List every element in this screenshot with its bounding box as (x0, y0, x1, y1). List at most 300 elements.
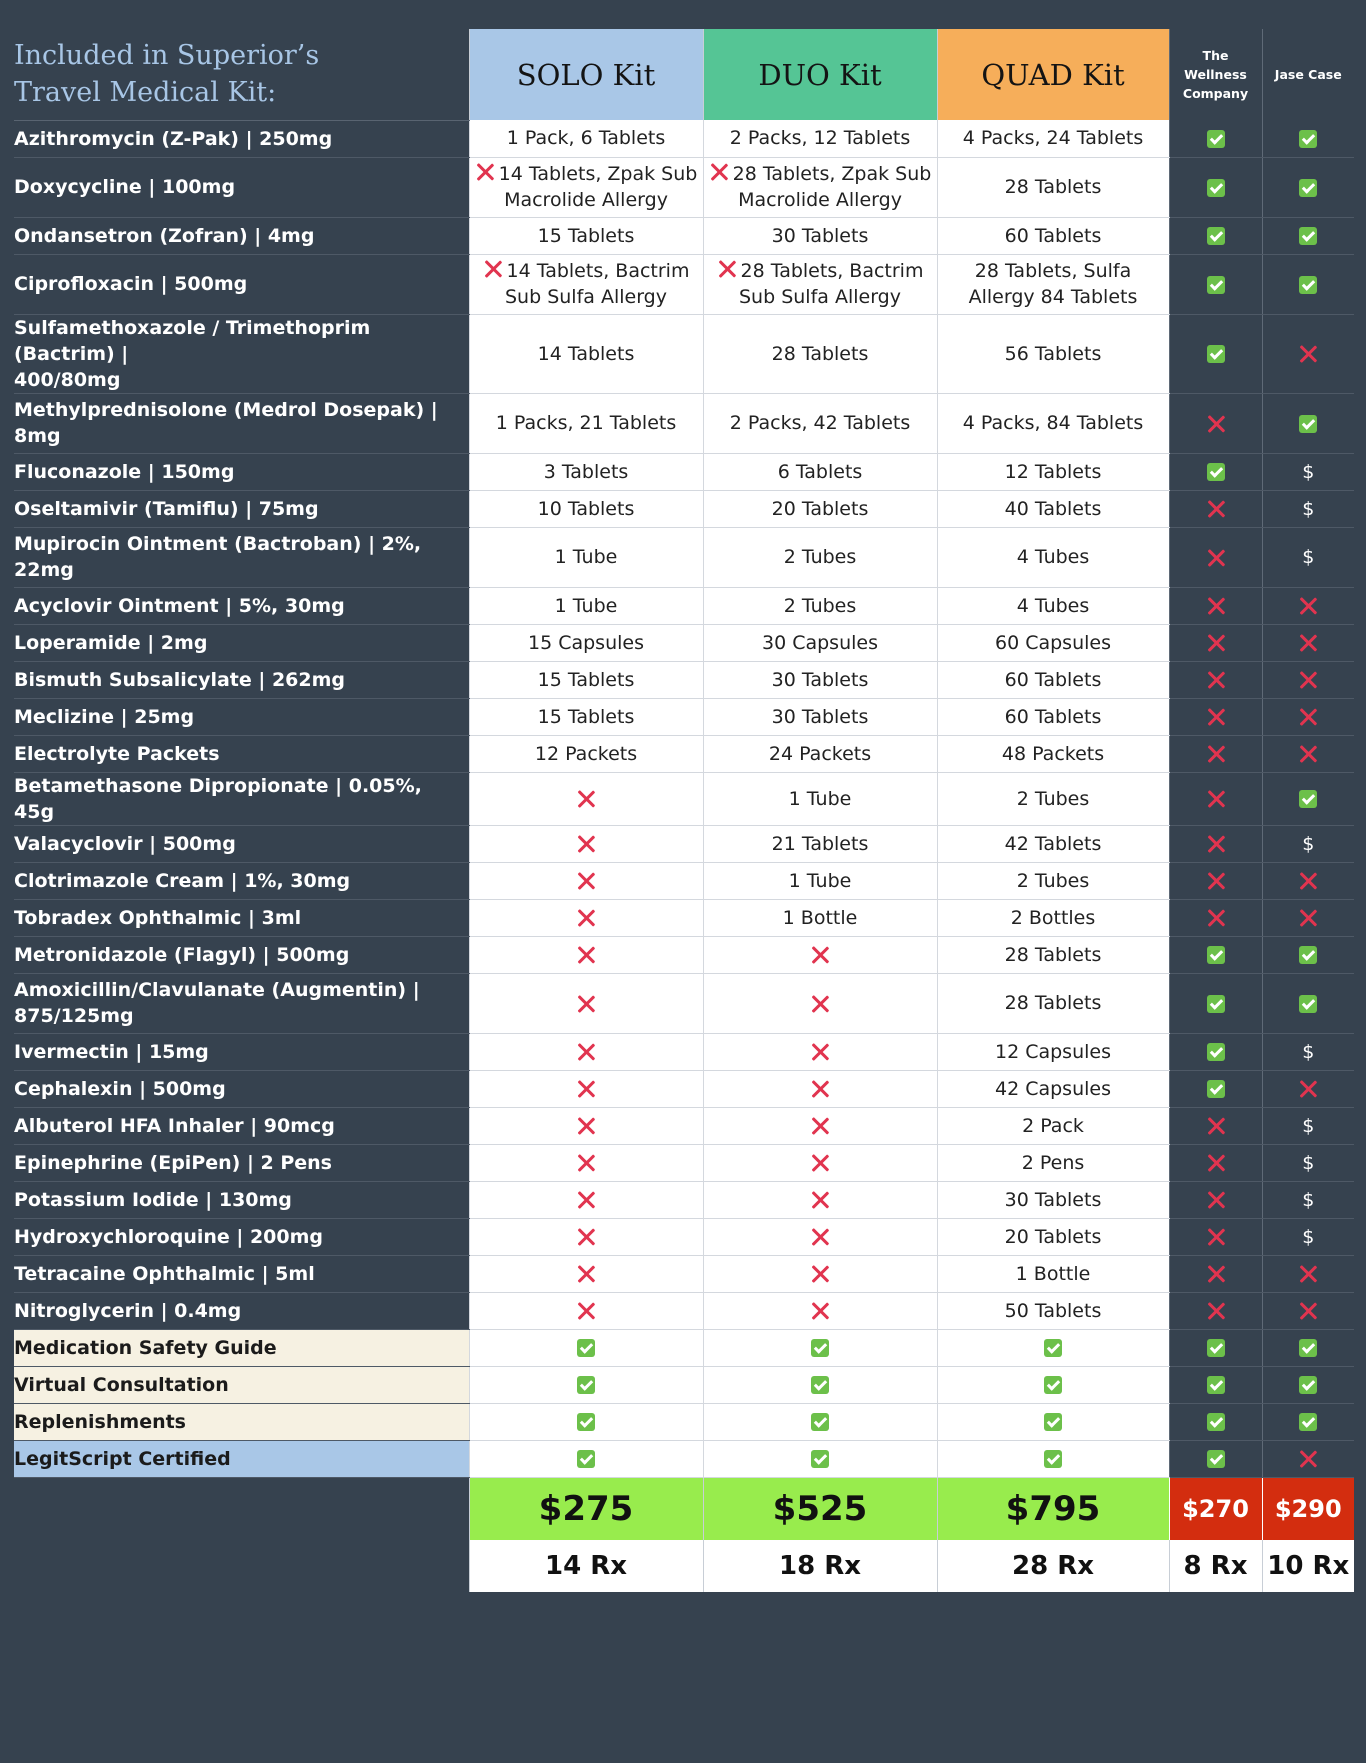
cell-text-line (470, 258, 703, 284)
rx-count-row (14, 1540, 1354, 1592)
medication-row (14, 1181, 1354, 1218)
wellness-cell (1169, 453, 1262, 490)
wellness-cell (1169, 120, 1262, 157)
cell-text-line (470, 741, 703, 767)
solo-feature-cell (469, 1440, 703, 1477)
medication-row (14, 1107, 1354, 1144)
price-extra-icon: $ (1302, 1151, 1315, 1174)
wellness-cell (1169, 936, 1262, 973)
cell-text: 50 Tablets (1004, 1299, 1102, 1322)
cross-icon (576, 1153, 596, 1173)
cross-icon (810, 945, 830, 965)
cell-text: 28 Tablets, Zpak Sub (732, 163, 932, 185)
jase-case-cell (1262, 624, 1354, 661)
cell-text-line (704, 741, 937, 767)
cell-text-line (470, 341, 703, 367)
duo-kit-cell (703, 527, 937, 587)
solo-kit-cell (469, 1033, 703, 1070)
medication-row (14, 624, 1354, 661)
cell-text-line (938, 741, 1169, 767)
quad-kit-cell (937, 1144, 1169, 1181)
duo-kit-cell (703, 1107, 937, 1144)
cell-text: 2 Tubes (783, 594, 857, 617)
quad-kit-cell (937, 661, 1169, 698)
quad-kit-header: QUAD Kit (937, 29, 1169, 120)
cross-icon (1206, 670, 1226, 690)
cell-text-line (938, 258, 1169, 284)
wellness-cell (1169, 217, 1262, 254)
quad-kit-cell (937, 772, 1169, 825)
medication-row (14, 490, 1354, 527)
cell-text: 2 Pack (1022, 1114, 1084, 1137)
cross-icon (576, 834, 596, 854)
duo-kit-header: DUO Kit (703, 29, 937, 120)
check-icon (577, 1376, 595, 1394)
cross-icon (576, 1042, 596, 1062)
medication-name: Tetracaine Ophthalmic | 5ml (14, 1255, 469, 1292)
feature-name: Replenishments (14, 1403, 469, 1440)
medication-row (14, 217, 1354, 254)
duo-feature-cell (703, 1440, 937, 1477)
cell-text: 12 Packets (534, 742, 638, 765)
quad-kit-cell (937, 1292, 1169, 1329)
medication-name: Epinephrine (EpiPen) | 2 Pens (14, 1144, 469, 1181)
check-icon (1299, 415, 1317, 433)
medication-name: Sulfamethoxazole / Trimethoprim (Bactrim) | 400/80mg (14, 314, 469, 393)
medication-name: Ondansetron (Zofran) | 4mg (14, 217, 469, 254)
cross-icon (1298, 670, 1318, 690)
wellness-cell (1169, 314, 1262, 393)
wellness-feature-cell (1169, 1366, 1262, 1403)
cross-icon (1206, 908, 1226, 928)
cell-text: 15 Tablets (537, 705, 635, 728)
medication-name: Betamethasone Dipropionate | 0.05%, 45g (14, 772, 469, 825)
cell-text-line (938, 496, 1169, 522)
cell-text: 2 Tubes (783, 546, 857, 568)
duo-feature-cell (703, 1403, 937, 1440)
quad-kit-cell (937, 936, 1169, 973)
medication-row (14, 1292, 1354, 1329)
check-icon (1044, 1450, 1062, 1468)
check-icon (1299, 790, 1317, 808)
wellness-cell (1169, 587, 1262, 624)
cross-icon (576, 908, 596, 928)
solo-kit-cell (469, 453, 703, 490)
cell-text-line (938, 341, 1169, 367)
medication-row (14, 1033, 1354, 1070)
solo-kit-header: SOLO Kit (469, 29, 703, 120)
duo-kit-cell (703, 825, 937, 862)
cell-text: 60 Tablets (1004, 668, 1102, 691)
cross-icon (1206, 633, 1226, 653)
jase-case-cell (1262, 936, 1354, 973)
price-extra-icon: $ (1302, 1225, 1315, 1248)
wellness-cell (1169, 825, 1262, 862)
medication-name: Valacyclovir | 500mg (14, 825, 469, 862)
cell-text: 28 Tablets (1004, 176, 1102, 198)
solo-price: $275 (469, 1477, 703, 1540)
solo-kit-cell (469, 217, 703, 254)
cell-text: 1 Tube (788, 869, 852, 892)
check-icon (811, 1450, 829, 1468)
check-icon (1299, 946, 1317, 964)
wellness-cell (1169, 1144, 1262, 1181)
wellness-cell (1169, 254, 1262, 314)
feature-row (14, 1366, 1354, 1403)
cross-icon (1206, 834, 1226, 854)
cell-text: 42 Capsules (995, 1077, 1111, 1100)
jase-case-header: Jase Case (1262, 29, 1354, 120)
cell-text-line (704, 459, 937, 485)
cell-text: 4 Tubes (1016, 594, 1090, 617)
solo-kit-cell (469, 698, 703, 735)
cross-icon (483, 259, 503, 279)
medication-name: Metronidazole (Flagyl) | 500mg (14, 936, 469, 973)
cell-text-line (938, 831, 1169, 857)
cross-icon (1298, 1079, 1318, 1099)
cross-icon (1206, 707, 1226, 727)
cross-icon (709, 162, 729, 182)
medication-name: Methylprednisolone (Medrol Dosepak) | 8mg (14, 393, 469, 453)
cell-text: Allergy 84 Tablets (968, 286, 1138, 308)
cell-text-line (470, 161, 703, 187)
cell-text-line (704, 630, 937, 656)
jase-case-price: $290 (1262, 1477, 1354, 1540)
solo-kit-cell (469, 1181, 703, 1218)
check-icon (1207, 995, 1225, 1013)
solo-kit-cell (469, 1070, 703, 1107)
cross-icon (1206, 1227, 1226, 1247)
jase-case-cell (1262, 1070, 1354, 1107)
cross-icon (1298, 744, 1318, 764)
cell-text: 2 Packs, 42 Tablets (729, 412, 911, 434)
quad-feature-cell (937, 1366, 1169, 1403)
solo-kit-cell (469, 661, 703, 698)
cell-text-line (938, 544, 1169, 570)
solo-kit-cell (469, 1255, 703, 1292)
title-line-1: Included in Superior’s (14, 40, 320, 72)
medication-row (14, 314, 1354, 393)
cell-text: 60 Tablets (1004, 705, 1102, 728)
cross-icon (717, 259, 737, 279)
cell-text-line (470, 223, 703, 249)
cross-icon (1298, 633, 1318, 653)
cell-text-line (938, 905, 1169, 931)
wellness-cell (1169, 735, 1262, 772)
jase-case-cell (1262, 1033, 1354, 1070)
jase-case-cell (1262, 1181, 1354, 1218)
jase-case-cell (1262, 825, 1354, 862)
feature-row (14, 1440, 1354, 1477)
quad-kit-cell (937, 120, 1169, 157)
quad-feature-cell (937, 1403, 1169, 1440)
quad-kit-cell (937, 973, 1169, 1033)
medication-name: Fluconazole | 150mg (14, 453, 469, 490)
jase-case-cell (1262, 661, 1354, 698)
solo-kit-cell (469, 899, 703, 936)
cross-icon (810, 1116, 830, 1136)
cell-text: 42 Tablets (1004, 832, 1102, 855)
cell-text: 30 Tablets (1004, 1188, 1102, 1211)
cell-text-line (938, 459, 1169, 485)
quad-kit-cell (937, 735, 1169, 772)
solo-kit-cell (469, 120, 703, 157)
cell-text: 2 Pens (1021, 1151, 1085, 1174)
medication-row (14, 587, 1354, 624)
wellness-feature-cell (1169, 1329, 1262, 1366)
cell-text-line (938, 1298, 1169, 1324)
cell-text: Macrolide Allergy (504, 189, 668, 211)
check-icon (1207, 946, 1225, 964)
quad-kit-cell (937, 217, 1169, 254)
cross-icon (576, 1301, 596, 1321)
duo-kit-cell (703, 254, 937, 314)
cell-text-line (938, 704, 1169, 730)
medication-row (14, 254, 1354, 314)
solo-feature-cell (469, 1329, 703, 1366)
medication-row (14, 936, 1354, 973)
jase-case-cell (1262, 393, 1354, 453)
wellness-rx-count: 8 Rx (1169, 1540, 1262, 1592)
duo-kit-cell (703, 698, 937, 735)
price-extra-icon: $ (1302, 1114, 1315, 1137)
quad-kit-cell (937, 1070, 1169, 1107)
cell-text: 15 Tablets (537, 224, 635, 247)
kit-comparison-table (14, 29, 1354, 1592)
cross-icon (1206, 789, 1226, 809)
cell-text-line (704, 258, 937, 284)
cell-text: Sub Sulfa Allergy (505, 286, 667, 308)
wellness-cell (1169, 490, 1262, 527)
jase-case-feature-cell (1262, 1440, 1354, 1477)
wellness-cell (1169, 1070, 1262, 1107)
solo-kit-cell (469, 862, 703, 899)
duo-kit-cell (703, 217, 937, 254)
cell-text-line (938, 125, 1169, 151)
cell-text: 15 Capsules (528, 631, 644, 654)
solo-kit-cell (469, 314, 703, 393)
medication-name: Clotrimazole Cream | 1%, 30mg (14, 862, 469, 899)
cell-text-line (704, 161, 937, 187)
medication-row (14, 1070, 1354, 1107)
check-icon (1299, 995, 1317, 1013)
cross-icon (1298, 344, 1318, 364)
quad-kit-cell (937, 157, 1169, 217)
duo-kit-cell (703, 314, 937, 393)
cell-text-line (704, 187, 937, 213)
quad-kit-cell (937, 899, 1169, 936)
medication-row (14, 1255, 1354, 1292)
medication-row (14, 527, 1354, 587)
cell-text: 1 Tube (554, 594, 618, 617)
quad-kit-cell (937, 1181, 1169, 1218)
cell-text-line (470, 284, 703, 310)
medication-row (14, 1144, 1354, 1181)
duo-kit-cell (703, 393, 937, 453)
cross-icon (475, 162, 495, 182)
jase-case-cell (1262, 973, 1354, 1033)
cell-text-line (470, 630, 703, 656)
check-icon (577, 1339, 595, 1357)
medication-name: Amoxicillin/Clavulanate (Augmentin) | 875/125mg (14, 973, 469, 1033)
jase-case-cell (1262, 453, 1354, 490)
wellness-line-3: Company (1182, 86, 1249, 101)
wellness-line-2: Wellness (1184, 67, 1247, 82)
duo-kit-cell (703, 772, 937, 825)
duo-kit-cell (703, 1292, 937, 1329)
cell-text-line (704, 496, 937, 522)
cross-icon (1298, 707, 1318, 727)
check-icon (577, 1413, 595, 1431)
check-icon (1299, 1339, 1317, 1357)
cross-icon (1206, 596, 1226, 616)
jase-case-cell (1262, 490, 1354, 527)
check-icon (1044, 1339, 1062, 1357)
cross-icon (810, 1264, 830, 1284)
cell-text: 28 Tablets, Bactrim (740, 260, 924, 282)
medication-row (14, 120, 1354, 157)
medication-rows (14, 120, 1354, 1477)
duo-kit-cell (703, 1144, 937, 1181)
solo-feature-cell (469, 1403, 703, 1440)
medication-row (14, 1218, 1354, 1255)
check-icon (1207, 1080, 1225, 1098)
cell-text-line (704, 905, 937, 931)
solo-kit-cell (469, 1218, 703, 1255)
cell-text: 1 Bottle (1015, 1262, 1091, 1285)
duo-kit-cell (703, 1218, 937, 1255)
cell-text: 6 Tablets (777, 460, 863, 483)
cross-icon (576, 1116, 596, 1136)
cell-text: Macrolide Allergy (738, 189, 902, 211)
cross-icon (810, 1079, 830, 1099)
cell-text: 60 Tablets (1004, 224, 1102, 247)
cross-icon (1206, 414, 1226, 434)
medication-name: Albuterol HFA Inhaler | 90mcg (14, 1107, 469, 1144)
wellness-cell (1169, 1255, 1262, 1292)
cell-text: 12 Tablets (1004, 460, 1102, 483)
medication-name: Ivermectin | 15mg (14, 1033, 469, 1070)
price-extra-icon: $ (1302, 1040, 1315, 1063)
medication-row (14, 157, 1354, 217)
cell-text-line (704, 284, 937, 310)
cross-icon (576, 1079, 596, 1099)
wellness-cell (1169, 624, 1262, 661)
cell-text: 1 Tube (788, 787, 852, 810)
wellness-cell (1169, 157, 1262, 217)
solo-kit-cell (469, 624, 703, 661)
cross-icon (1206, 548, 1226, 568)
medication-row (14, 772, 1354, 825)
medication-name: Hydroxychloroquine | 200mg (14, 1218, 469, 1255)
cell-text: 21 Tablets (771, 832, 869, 855)
cell-text: 30 Capsules (762, 631, 878, 654)
check-icon (1299, 1413, 1317, 1431)
duo-kit-cell (703, 453, 937, 490)
solo-kit-cell (469, 254, 703, 314)
medication-row (14, 973, 1354, 1033)
quad-kit-cell (937, 587, 1169, 624)
cell-text: 4 Packs, 24 Tablets (962, 127, 1144, 150)
cross-icon (1206, 1301, 1226, 1321)
cell-text: 56 Tablets (1004, 342, 1102, 365)
duo-feature-cell (703, 1366, 937, 1403)
check-icon (1207, 1413, 1225, 1431)
cell-text: 4 Packs, 84 Tablets (962, 412, 1144, 434)
cross-icon (1298, 908, 1318, 928)
wellness-cell (1169, 661, 1262, 698)
wellness-cell (1169, 527, 1262, 587)
cell-text-line (938, 942, 1169, 968)
wellness-cell (1169, 1181, 1262, 1218)
duo-kit-cell (703, 1181, 937, 1218)
duo-kit-cell (703, 1255, 937, 1292)
jase-case-cell (1262, 1292, 1354, 1329)
cell-text: 40 Tablets (1004, 497, 1102, 520)
check-icon (1299, 1376, 1317, 1394)
wellness-cell (1169, 772, 1262, 825)
medication-name: Bismuth Subsalicylate | 262mg (14, 661, 469, 698)
cross-icon (810, 994, 830, 1014)
price-extra-icon: $ (1302, 460, 1315, 483)
cross-icon (576, 945, 596, 965)
duo-kit-cell (703, 490, 937, 527)
solo-kit-cell (469, 490, 703, 527)
jase-case-cell (1262, 314, 1354, 393)
price-row (14, 1477, 1354, 1540)
medication-row (14, 862, 1354, 899)
cell-text: 20 Tablets (1004, 1225, 1102, 1248)
duo-kit-cell (703, 936, 937, 973)
jase-case-cell (1262, 1218, 1354, 1255)
duo-kit-cell (703, 120, 937, 157)
jase-case-cell (1262, 527, 1354, 587)
cross-icon (576, 789, 596, 809)
cell-text-line (938, 786, 1169, 812)
solo-kit-cell (469, 393, 703, 453)
jase-case-cell (1262, 587, 1354, 624)
jase-case-cell (1262, 157, 1354, 217)
cell-text-line (704, 868, 937, 894)
wellness-line-1: The (1202, 48, 1229, 63)
jase-case-cell (1262, 1144, 1354, 1181)
duo-kit-cell (703, 1070, 937, 1107)
cell-text-line (470, 593, 703, 619)
wellness-feature-cell (1169, 1403, 1262, 1440)
check-icon (1299, 130, 1317, 148)
check-icon (1207, 1043, 1225, 1061)
cell-text: 1 Packs, 21 Tablets (495, 412, 677, 434)
cross-icon (810, 1301, 830, 1321)
medication-row (14, 661, 1354, 698)
cell-text-line (704, 341, 937, 367)
title-line-2: Travel Medical Kit: (14, 77, 277, 109)
medication-name: Ciprofloxacin | 500mg (14, 254, 469, 314)
cell-text-line (938, 1150, 1169, 1176)
check-icon (1207, 227, 1225, 245)
quad-kit-cell (937, 862, 1169, 899)
jase-case-cell (1262, 862, 1354, 899)
duo-kit-cell (703, 624, 937, 661)
quad-kit-cell (937, 1107, 1169, 1144)
feature-name: Medication Safety Guide (14, 1329, 469, 1366)
solo-kit-cell (469, 973, 703, 1033)
feature-row (14, 1329, 1354, 1366)
check-icon (1299, 179, 1317, 197)
duo-kit-cell (703, 862, 937, 899)
duo-kit-cell (703, 587, 937, 624)
quad-kit-cell (937, 698, 1169, 735)
